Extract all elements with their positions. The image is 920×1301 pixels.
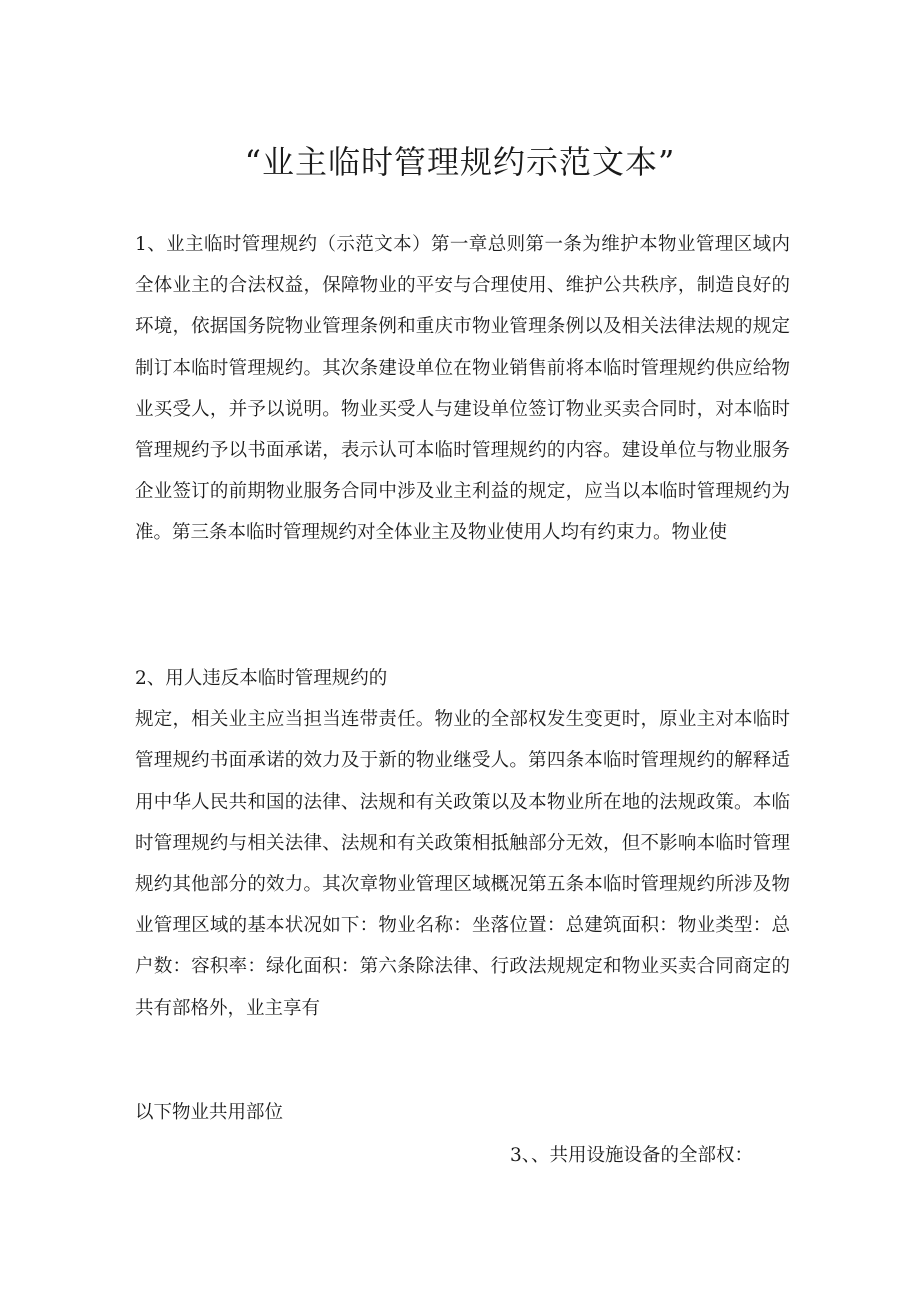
paragraph-4-lead: 3、、共用设施设备的全部权： (510, 1145, 754, 1166)
paragraph-4 (135, 1135, 790, 1176)
document-title: “业主临时管理规约示范文本” (244, 143, 676, 181)
paragraph-1 (135, 224, 790, 554)
paragraph-2-lead: 2、用人违反本临时管理规约的 (135, 668, 388, 689)
paragraph-2 (135, 658, 790, 1029)
paragraph-2-text: 规定，相关业主应当担当连带责任。物业的全部权发生变更时，原业主对本临时管理规约书面承诺的效力及于新的物业继受人。第四条本临时管理规约的解释适用中华人民共和国的法律、法规和有关政策以及本物业所在地的法规政策。本临时管理规约与相关法律、法规和有关政策相抵触部分无效，但不影响本临时管理规约其他部分的效力。其次章物业管理区域概况第五条本临时管理规约所涉及物业管理区域的基本状况如下：物业名称：坐落位置：总建筑面积：物业类型：总户数：容积率：绿化面积：第六条除法律、行政法规规定和物业买卖合同商定的共有部格外，业主享有 (135, 709, 790, 1019)
paragraph-3 (135, 1092, 790, 1133)
paragraph-1-text: 1、业主临时管理规约（示范文本）第一章总则第一条为维护本物业管理区域内全体业主的合法权益，保障物业的平安与合理使用、维护公共秩序，制造良好的环境，依据国务院物业管理条例和重庆市物业管理条例以及相关法律法规的规定制订本临时管理规约。其次条建设单位在物业销售前将本临时管理规约供应给物业买受人，并予以说明。物业买受人与建设单位签订物业买卖合同时，对本临时管理规约予以书面承诺，表示认可本临时管理规约的内容。建设单位与物业服务企业签订的前期物业服务合同中涉及业主利益的规定，应当以本临时管理规约为准。第三条本临时管理规约对全体业主及物业使用人均有约束力。物业使 (135, 234, 790, 544)
paragraph-3-text: 以下物业共用部位 (135, 1102, 284, 1123)
